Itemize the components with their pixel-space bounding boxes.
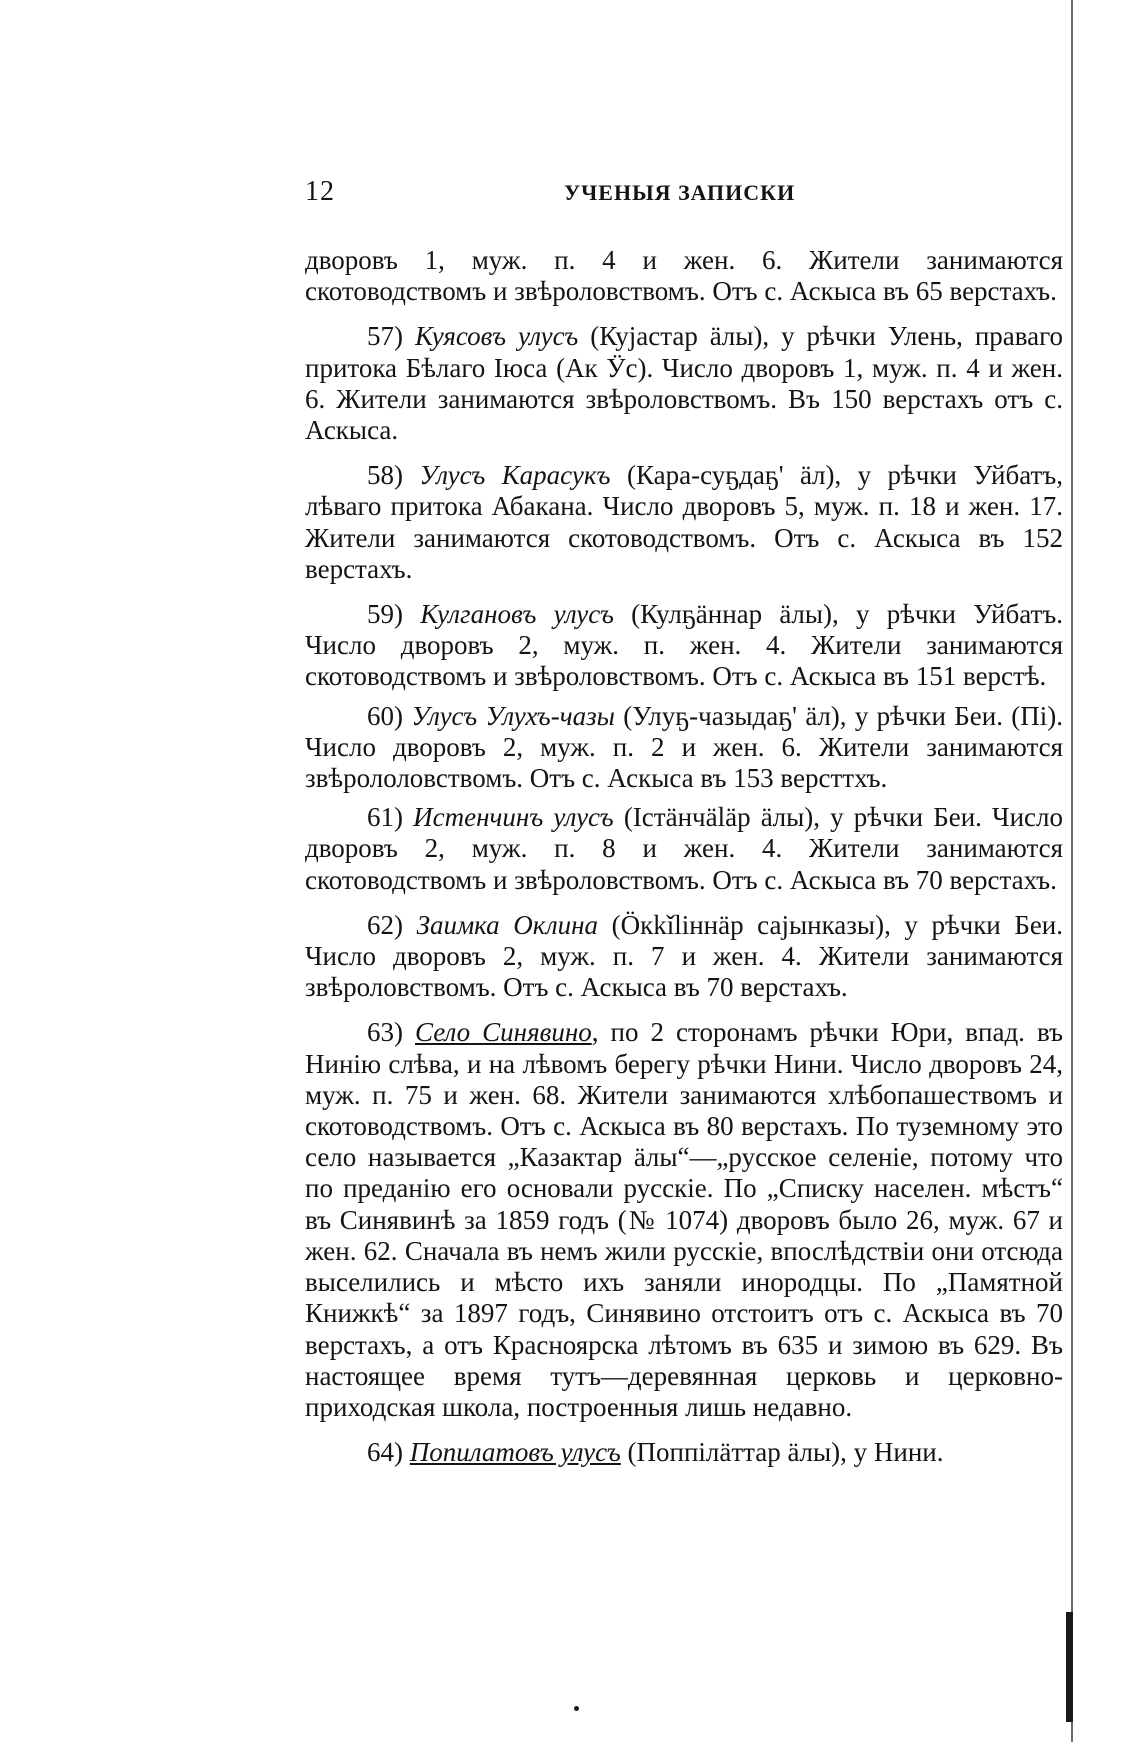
entry-name: Куясовъ улусъ [414, 321, 579, 352]
entry-text: (Кулҕӓннар ӓлы), у рѣчки Уйбатъ. Число дворовъ 2, муж. п. жен. 4. Жители занимаются скотоводствомъ и звѣроловствомъ. Отъ с. Аскыса въ 151 верстѣ. [305, 599, 1063, 692]
entry-text: (Поппілӓттар ӓлы), у Нини. [627, 1437, 944, 1468]
entry-64 [305, 1437, 1063, 1468]
paragraph-continued [305, 245, 1063, 307]
entry-number: 64) [367, 1437, 403, 1468]
entry-60 [305, 701, 1063, 795]
entry-58 [305, 460, 1063, 585]
paragraph-text: дворовъ 1, муж. п. 4 и жен. 6. Жители занимаются скотоводствомъ и звѣроловствомъ. Отъ с. Аскыса въ 65 верстахъ. [305, 245, 1063, 307]
entry-57 [305, 321, 1063, 446]
entry-number: 61) [367, 802, 403, 833]
entry-text: (Улуҕ-чазыдаҕ' ӓл), у рѣчки Беи. (Пі). Число дворовъ 2, муж. п. 2 и жен. 6. Жители занимаются звѣрололовствомъ. Отъ с. Аскыса въ 153 версттхъ. [305, 700, 1064, 794]
entry-name: Истенчинъ улусъ [413, 802, 614, 833]
entry-name: Кулгановъ улусъ [420, 599, 614, 630]
entry-name: Попилатовъ улусъ [409, 1437, 621, 1468]
entry-text: (Öкkǐlіннӓр сајынказы), у рѣчки Беи. Число дворовъ 2, муж. п. 7 и жен. 4. Жители занимаются звѣроловствомъ. Отъ с. Аскыса въ 70 верстахъ. [305, 909, 1064, 1003]
entry-name: Улусъ Карасукъ [419, 460, 611, 491]
entry-name: Село Синявино [415, 1017, 592, 1048]
entry-number: 59) [367, 599, 403, 630]
running-title: УЧЕНЫЯ ЗАПИСКИ [564, 180, 796, 205]
entry-text: (Істӓнчӓlӓр ӓлы), у рѣчки Беи. Число дворовъ 2, муж. п. 8 и жен. 4. Жители занимаются скотоводствомъ и звѣроловствомъ. Отъ с. Аскыса въ 70 верстахъ. [305, 802, 1063, 895]
entry-text: по 2 сторонамъ рѣчки Юри, впад. въ Нинію слѣва, и на лѣвомъ берегу рѣчки Нини. Число дворовъ 24, муж. п. 75 и жен. 68. Жители занимаются хлѣбопашествомъ и скотоводствомъ. Отъ с. Аскыса въ 80 верстахъ. По туземному это село называется „Казактар ӓлы“—„русское селеніе, потому что по преданію его основали русскіе. По „Списку населен. мѣстъ“ въ Синявинѣ за 1859 годъ (№ 1074) дворовъ было 26, муж. 67 и жен. 62. Сначала въ немъ жили русскіе, впослѣдствіи они отсюда выселились и мѣсто ихъ заняли инородцы. По „Памятной Книжкѣ“ за 1897 годъ, Синявино отстоитъ отъ с. Аскыса въ 70 верстахъ, а отъ Красноярска лѣтомъ въ 635 и зимою въ 629. Въ настоящее время тутъ—деревянная церковь и церковно-приходская школа, построенныя лишь недавно. [305, 1017, 1063, 1422]
body-text [305, 245, 1063, 1468]
entry-text: (Кујастар ӓлы), у рѣчки Улень, праваго притока Бѣлаго Іюса (Ак Ӱс). Число дворовъ 1, муж. п. 4 и жен. 6. Жители занимаются звѣроловствомъ. Въ 150 верстахъ отъ с. Аскыса. [305, 321, 1064, 446]
entry-number: 58) [367, 460, 403, 491]
page-edge-line [1071, 0, 1073, 1742]
entry-number: 57) [367, 321, 403, 352]
entry-number: 62) [367, 909, 403, 940]
entry-59 [305, 599, 1063, 693]
page-header [305, 176, 1065, 216]
page-number: 12 [305, 176, 335, 207]
entry-name: Улусъ Улухъ-чазы [411, 700, 615, 731]
page-edge-mark [1066, 1612, 1073, 1722]
entry-number: 60) [367, 700, 403, 731]
entry-62 [305, 910, 1063, 1004]
entry-text: (Кара-суҕдаҕ' ӓл), у рѣчки Уйбатъ, лѣваго притока Абакана. Число дворовъ 5, муж. п. 18 и жен. 17. Жители занимаются скотоводствомъ. Отъ с. Аскыса въ 152 верстахъ. [305, 460, 1064, 584]
entry-name: Заимка Оклина [416, 909, 599, 940]
entry-61 [305, 802, 1063, 896]
entry-63: 63) Село Синявино, по 2 сторонамъ рѣчки Юри, впад. въ Нинію слѣва, и на лѣвомъ берегу рѣчки Нини. Число дворовъ 24, муж. п. 75 и жен. 68. Жители занимаются хлѣбопашествомъ и скотоводствомъ. Отъ с. Аскыса въ 80 верстахъ. По туземному это село называется „Казактар ӓлы“—„русское селеніе, потому что по преданію его основали русскіе. По „Списку населен. мѣстъ“ въ Синявинѣ за 1859 годъ (№ 1074) дворовъ было 26, муж. 67 и жен. 62. Сначала въ немъ жили русскіе, впослѣдствіи они отсюда выселились и мѣсто ихъ заняли инородцы. По „Памятной Книжкѣ“ за 1897 годъ, Синявино отстоитъ отъ с. Аскыса въ 70 верстахъ, а отъ Красноярска лѣтомъ въ 635 и зимою въ 629. Въ настоящее время тутъ—деревянная церковь и церковно-приходская школа, построенныя лишь недавно. [305, 1017, 1063, 1422]
page-bottom-dot [574, 1706, 579, 1711]
entry-number: 63) [367, 1017, 403, 1048]
